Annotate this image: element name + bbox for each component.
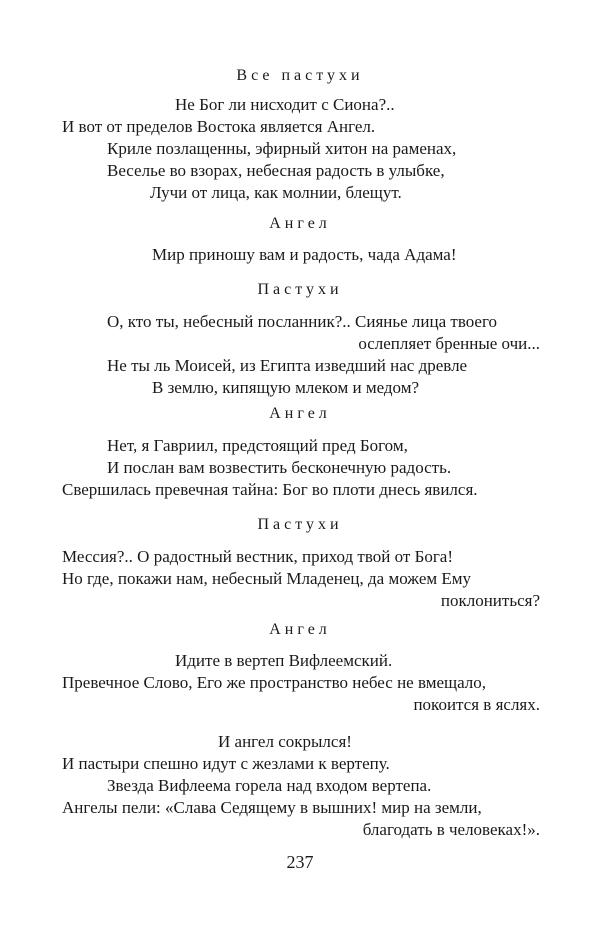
verse-line: О, кто ты, небесный посланник?.. Сиянье лица твоего xyxy=(107,312,498,331)
verse-line: Криле позлащенны, эфирный хитон на раменах, xyxy=(107,139,457,158)
verse-line: ослепляет бренные очи... xyxy=(358,334,540,353)
verse-line: Нет, я Гавриил, предстоящий пред Богом, xyxy=(107,436,408,455)
narration-line: И ангел сокрылся! xyxy=(218,732,352,751)
verse-line: Но где, покажи нам, небесный Младенец, да можем Ему xyxy=(62,569,472,588)
narration-line: благодать в человеках!». xyxy=(362,820,540,839)
verse-line: Превечное Слово, Его же пространство небес не вмещало, xyxy=(62,673,487,692)
speaker-heading: Ангел xyxy=(269,215,331,232)
narration-line: И пастыри спешно идут с жезлами к вертепу. xyxy=(62,754,390,773)
verse-line: Веселье во взорах, небесная радость в улыбке, xyxy=(107,161,445,180)
verse-line: Лучи от лица, как молнии, блещут. xyxy=(150,183,402,202)
verse-line: поклониться? xyxy=(440,591,540,610)
verse-line: И вот от пределов Востока является Ангел. xyxy=(62,117,376,136)
verse-line: Свершилась превечная тайна: Бог во плоти днесь явился. xyxy=(62,480,478,499)
verse-line: Мессия?.. О радостный вестник, приход твой от Бога! xyxy=(62,547,454,566)
verse-line: Не ты ль Моисей, из Египта изведший нас древле xyxy=(107,356,468,375)
verse-line: Идите в вертеп Вифлеемский. xyxy=(175,651,393,670)
speaker-heading: Пастухи xyxy=(257,281,343,298)
narration-line: Звезда Вифлеема горела над входом вертепа. xyxy=(107,776,432,795)
verse-line: покоится в яслях. xyxy=(413,695,540,714)
verse-line: В землю, кипящую млеком и медом? xyxy=(152,378,420,397)
speaker-heading: Все пастухи xyxy=(236,67,364,84)
speaker-heading: Ангел xyxy=(269,405,331,422)
speaker-heading: Пастухи xyxy=(257,516,343,533)
verse-line: Не Бог ли нисходит с Сиона?.. xyxy=(175,95,395,114)
page-number: 237 xyxy=(286,852,314,872)
verse-line: И послан вам возвестить бесконечную радость. xyxy=(107,458,452,477)
narration-line: Ангелы пели: «Слава Седящему в вышних! мир на земли, xyxy=(62,798,482,817)
verse-line: Мир приношу вам и радость, чада Адама! xyxy=(152,245,457,264)
speaker-heading: Ангел xyxy=(269,621,331,638)
